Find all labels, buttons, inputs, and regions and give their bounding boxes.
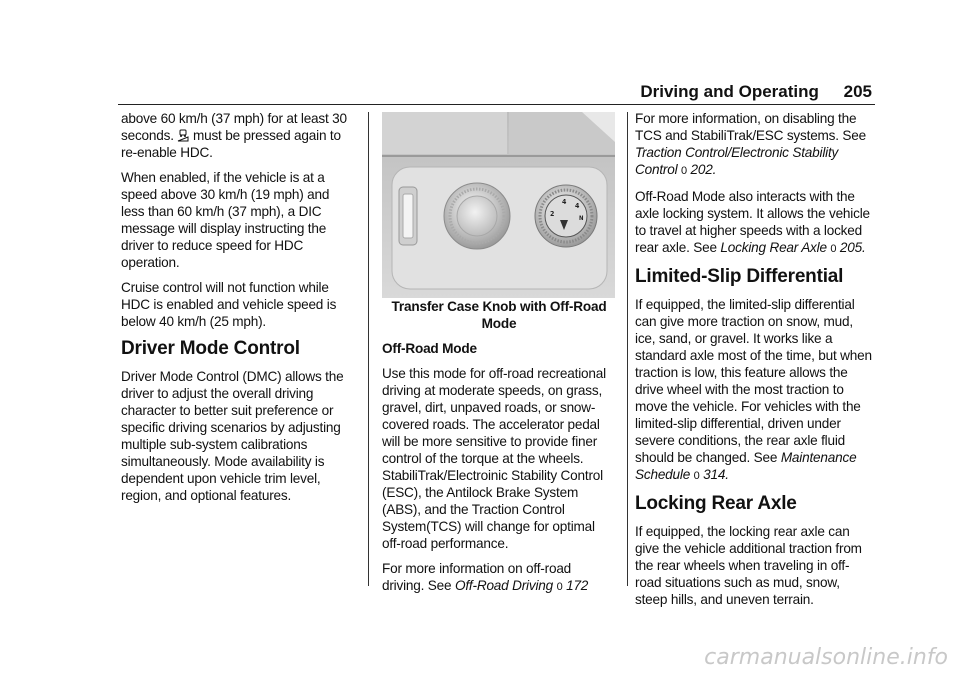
column-divider-1 [368,112,369,586]
limited-slip-paragraph: If equipped, the limited-slip differential can give more traction on snow, mud, ice, sand, or gravel. It works like a standard axle most of the time, but when traction is low, this feature allows the drive wheel with the most traction to move the vehicle. For vehicles with the limited-slip differential, driven under severe conditions, the rear axle fluid should be changed. See Maintenance Schedule 0 314. [635,297,872,482]
xref-arrow-icon: 0 [830,243,837,255]
photo-caption: Transfer Case Knob with Off-Road Mode [391,299,607,331]
locking-rear-axle-heading: Locking Rear Axle [635,493,797,514]
hill-descent-icon [177,128,189,142]
knob-label-n: N [579,215,584,222]
watermark: carmanualsonline.info [704,645,948,670]
hdc-speed-paragraph: When enabled, if the vehicle is at a speed above 30 km/h (19 mph) and less than 60 km/h (37 mph), a DIC message will display instructing the driver to reduce speed for HDC operation. [121,170,330,270]
column-divider-2 [627,112,628,586]
off-road-mode-subheading: Off-Road Mode [382,341,477,356]
knob-label-2h: 2 [550,210,555,218]
off-road-driving-link[interactable]: Off-Road Driving 0 172 [454,578,589,593]
limited-slip-differential-heading: Limited-Slip Differential [635,266,844,287]
knob-label-4h: 4 [562,198,567,206]
off-road-mode-paragraph: Use this mode for off-road recreational driving at moderate speeds, on grass, gravel, dirt, unpaved roads, or snow-covered roads. The accelerator pedal will be more sensitive to provide finer control of the torque at the wheels. StabiliTrak/Electroinic Stability Control (ESC), the Antilock Brake System (ABS), and the Traction Control System(TCS) will change for optimal off-road performance. [382,366,606,551]
column-1 [121,110,353,512]
axle-locking-paragraph: Off-Road Mode also interacts with the axle locking system. It allows the vehicle to travel at higher speeds with a locked rear axle. See Locking Rear Axle 0 205. [635,189,870,255]
header-rule [118,104,875,105]
xref-arrow-icon: 0 [693,470,700,482]
maintenance-schedule-link[interactable]: Maintenance Schedule 0 314. [635,450,857,482]
column-3 [635,110,875,616]
traction-control-link[interactable]: Traction Control/Electronic Stability Control 0 202. [635,145,839,177]
tcs-info-paragraph: For more information, on disabling the TCS and StabiliTrak/ESC systems. See Traction Control/Electronic Stability Control 0 202. [635,111,867,177]
transfer-case-knob-photo [382,112,615,298]
xref-arrow-icon: 0 [556,581,563,593]
section-title: Driving and Operating [640,82,819,101]
driver-mode-control-heading: Driver Mode Control [121,338,300,359]
xref-arrow-icon: 0 [681,165,687,177]
dmc-paragraph: Driver Mode Control (DMC) allows the driver to adjust the overall driving character to better suit preference or specific driving scenarios by adjusting multiple sub-system calibrations simultaneously. Mode availability is dependent upon vehicle trim level, region, and optional features. [121,369,344,503]
off-road-info-paragraph: For more information on off-road driving. See Off-Road Driving 0 172 [382,561,589,593]
page-number: 205 [843,82,872,101]
hdc-paragraph: above 60 km/h (37 mph) for at least 30 seconds. must be pressed again to re-enable HDC. [121,111,347,160]
cruise-paragraph: Cruise control will not function while HDC is enabled and vehicle speed is below 40 km/h (25 mph). [121,280,337,329]
page-header [640,82,872,102]
locking-rear-axle-paragraph: If equipped, the locking rear axle can give the vehicle additional traction from the rear wheels when traveling in off-road situations such as mud, snow, steep hills, and uneven terrain. [635,524,862,607]
knob-label-4l: 4 [575,202,580,210]
locking-rear-axle-link[interactable]: Locking Rear Axle 0 205. [720,240,866,255]
column-2 [382,112,616,604]
